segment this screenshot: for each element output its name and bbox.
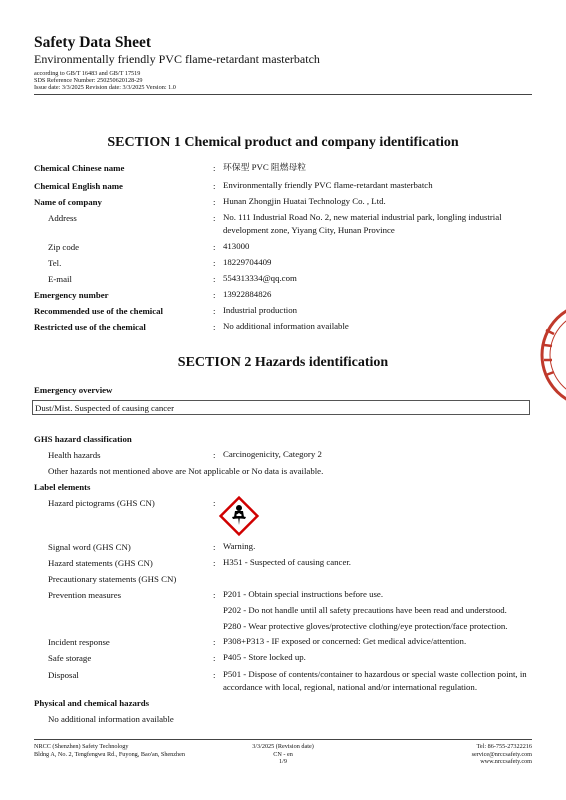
label-recommended-use: Recommended use of the chemical bbox=[34, 306, 163, 316]
section1-heading: SECTION 1 Chemical product and company identification bbox=[107, 135, 459, 150]
value-zip: 413000 bbox=[223, 241, 250, 251]
signal-word-value: Warning. bbox=[223, 541, 256, 551]
emergency-overview-label: Emergency overview bbox=[34, 385, 113, 395]
section2-heading: SECTION 2 Hazards identification bbox=[177, 355, 389, 370]
prevention-label: Prevention measures bbox=[48, 590, 122, 600]
page-number: 1/9 bbox=[279, 758, 287, 765]
hazard-statements-label: Hazard statements (GHS CN) bbox=[48, 558, 153, 568]
value-recommended-use: Industrial production bbox=[223, 305, 298, 315]
other-hazards-note: Other hazards not mentioned above are Not applicable or No data is available. bbox=[48, 466, 324, 476]
value-emergency-number: 13922884826 bbox=[223, 289, 272, 299]
physchem-hazards-label: Physical and chemical hazards bbox=[34, 698, 150, 708]
meta-standard: according to GB/T 16483 and GB/T 17519 bbox=[34, 70, 141, 77]
label-email: E-mail bbox=[48, 274, 72, 284]
health-hazard-pictogram-icon bbox=[218, 495, 260, 537]
signal-word-label: Signal word (GHS CN) bbox=[48, 542, 131, 552]
label-chinese-name: Chemical Chinese name bbox=[34, 163, 125, 173]
value-english-name: Environmentally friendly PVC flame-retardant masterbatch bbox=[223, 180, 433, 190]
storage-value: P405 - Store locked up. bbox=[223, 652, 306, 662]
footer-rule bbox=[34, 739, 532, 740]
physchem-hazards-value: No additional information available bbox=[48, 714, 174, 724]
incident-label: Incident response bbox=[48, 637, 110, 647]
value-email[interactable]: 554313334@qq.com bbox=[223, 273, 297, 283]
value-company: Hunan Zhongjin Huatai Technology Co. , Ltd. bbox=[223, 196, 386, 206]
disposal-value: P501 - Dispose of contents/container to hazardous or special waste collection point, in accordance with local, regional, national and/or international regulation. bbox=[223, 669, 527, 692]
incident-value: P308+P313 - IF exposed or concerned: Get medical advice/attention. bbox=[223, 636, 467, 646]
prevention-p201: P201 - Obtain special instructions before use. bbox=[223, 589, 384, 599]
meta-dates: Issue date: 3/3/2025 Revision date: 3/3/2025 Version: 1.0 bbox=[34, 84, 176, 91]
label-restricted-use: Restricted use of the chemical bbox=[34, 322, 146, 332]
footer-website-link[interactable]: www.nrccsafety.com bbox=[480, 758, 532, 765]
document-title: Safety Data Sheet bbox=[34, 34, 152, 51]
value-address: No. 111 Industrial Road No. 2, new material industrial park, longling industrial development zone, Yiyang City, Hunan Province bbox=[223, 212, 502, 235]
value-restricted-use: No additional information available bbox=[223, 321, 349, 331]
label-zip: Zip code bbox=[48, 242, 80, 252]
meta-reference: SDS Reference Number: 250250620128-29 bbox=[34, 77, 143, 84]
disposal-label: Disposal bbox=[48, 670, 79, 680]
footer-left: NRCC (Shenzhen) Safety Technology Bldng A, No. 2, Tengfengwu Rd., Fuyong, Bao'an, Shenzhen bbox=[34, 743, 185, 758]
label-english-name: Chemical English name bbox=[34, 181, 123, 191]
health-hazards-label: Health hazards bbox=[48, 450, 101, 460]
prevention-p202: P202 - Do not handle until all safety precautions have been read and understood. bbox=[223, 605, 507, 615]
pictograms-label: Hazard pictograms (GHS CN) bbox=[48, 498, 155, 508]
emergency-overview-box: Dust/Mist. Suspected of causing cancer bbox=[32, 400, 530, 415]
label-company: Name of company bbox=[34, 197, 102, 207]
hazard-statements-value: H351 - Suspected of causing cancer. bbox=[223, 557, 352, 567]
value-chinese-name: 环保型 PVC 阻燃母粒 bbox=[223, 162, 307, 172]
label-tel: Tel. bbox=[48, 258, 62, 268]
prevention-p280: P280 - Wear protective gloves/protective clothing/eye protection/face protection. bbox=[223, 621, 508, 631]
precautionary-label: Precautionary statements (GHS CN) bbox=[48, 574, 177, 584]
company-seal-stamp bbox=[536, 300, 566, 410]
footer-email-link[interactable]: service@nrccsafety.com bbox=[471, 750, 532, 758]
ghs-classification-label: GHS hazard classification bbox=[34, 434, 132, 444]
value-tel: 18229704409 bbox=[223, 257, 272, 267]
footer-right: Tel: 86-755-27322216 service@nrccsafety.com www.nrccsafety.com bbox=[400, 743, 532, 766]
header-rule bbox=[34, 94, 532, 95]
document-subtitle: Environmentally friendly PVC flame-retardant masterbatch bbox=[34, 52, 320, 66]
label-address: Address bbox=[48, 213, 77, 223]
label-emergency-number: Emergency number bbox=[34, 290, 109, 300]
label-elements-heading: Label elements bbox=[34, 482, 91, 492]
storage-label: Safe storage bbox=[48, 653, 92, 663]
footer-center: 3/3/2025 (Revision date) CN - en 1/9 bbox=[233, 743, 333, 766]
health-hazards-value: Carcinogenicity, Category 2 bbox=[223, 449, 322, 459]
